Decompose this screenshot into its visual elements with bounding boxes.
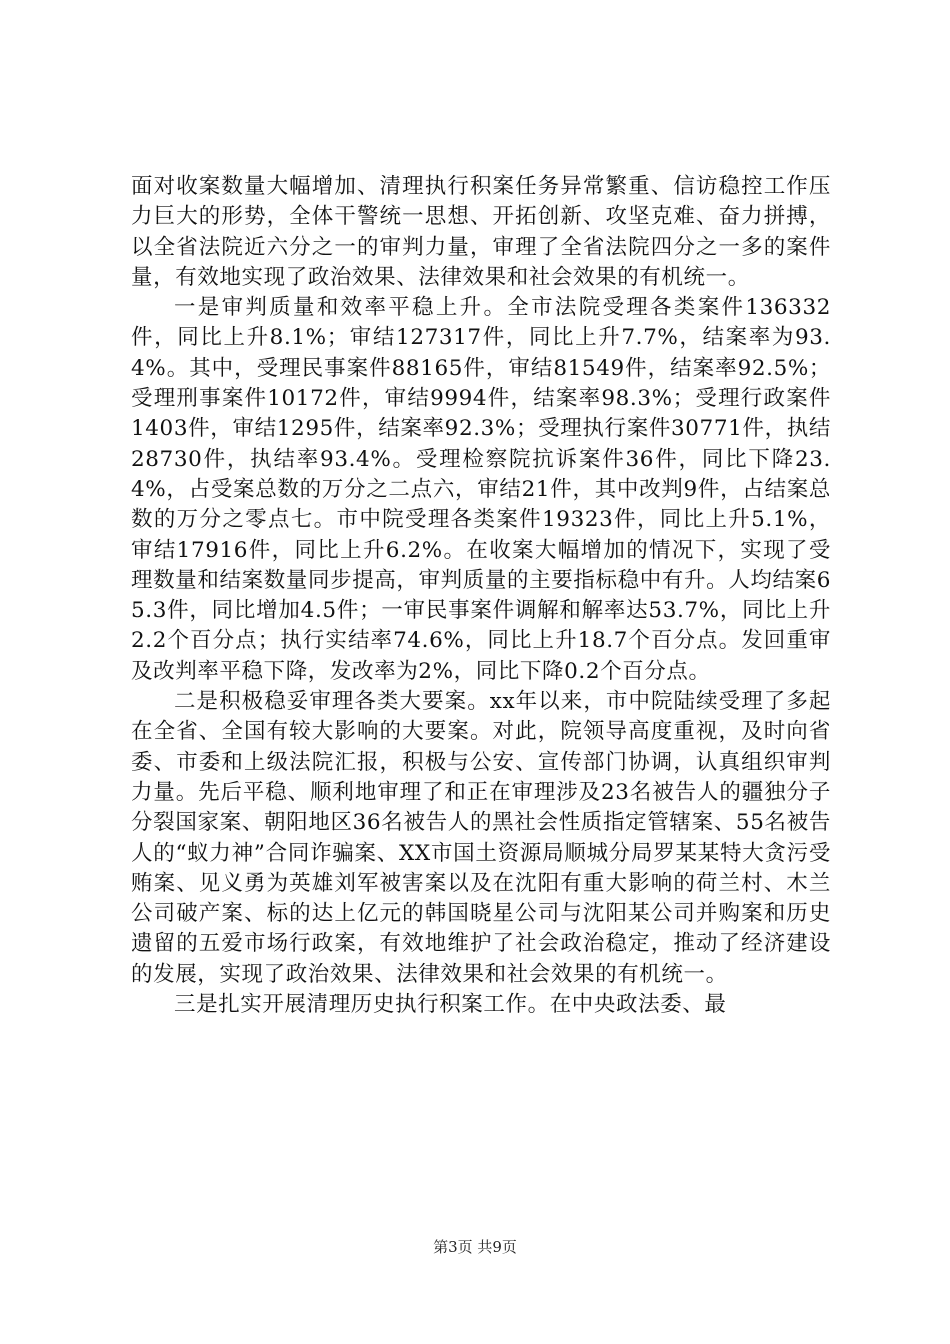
page-footer [0, 1237, 950, 1257]
document-body [131, 172, 831, 1020]
paragraph-execution-backlog: 三是扎实开展清理历史执行积案工作。在中央政法委、最 [174, 992, 727, 1018]
page-number: 第3页 共9页 [433, 1238, 517, 1256]
paragraph-intro: 面对收案数量大幅增加、清理执行积案任务异常繁重、信访稳控工作压力巨大的形势，全体干警统一思想、开拓创新、攻坚克难、奋力拼搏，以全省法院近六分之一的审判力量，审理了全省法院四分之一多的案件量，有效地实现了政治效果、法律效果和社会效果的有机统一。 [131, 174, 831, 290]
paragraph-trial-quality: 一是审判质量和效率平稳上升。全市法院受理各类案件136332件，同比上升8.1%；审结127317件，同比上升7.7%，结案率为93.4%。其中，受理民事案件88165件，审结81549件，结案率92.5%；受理刑事案件10172件，审结9994件，结案率98.3%；受理行政案件1403件，审结1295件，结案率92.3%；受理执行案件30771件，执结28730件，执结率93.4%。受理检察院抗诉案件36件，同比下降23.4%，占受案总数的万分之二点六，审结21件，其中改判9件，占结案总数的万分之零点七。市中院受理各类案件19323件，同比上升5.1%，审结17916件，同比上升6.2%。在收案大幅增加的情况下，实现了受理数量和结案数量同步提高，审判质量的主要指标稳中有升。人均结案65.3件，同比增加4.5件；一审民事案件调解和解率达53.7%，同比上升2.2个百分点；执行实结率74.6%，同比上升18.7个百分点。发回重审及改判率平稳下降，发改率为2%，同比下降0.2个百分点。 [131, 295, 831, 684]
paragraph-major-cases: 二是积极稳妥审理各类大要案。xx年以来，市中院陆续受理了多起在全省、全国有较大影响的大要案。对此，院领导高度重视，及时向省委、市委和上级法院汇报，积极与公安、宣传部门协调，认真组织审判力量。先后平稳、顺利地审理了和正在审理涉及23名被告人的疆独分子分裂国家案、朝阳地区36名被告人的黑社会性质指定管辖案、55名被告人的“蚁力神”合同诈骗案、XX市国土资源局顺城分局罗某某特大贪污受贿案、见义勇为英雄刘军被害案以及在沈阳有重大影响的荷兰村、木兰公司破产案、标的达上亿元的韩国晓星公司与沈阳某公司并购案和历史遗留的五爱市场行政案，有效地维护了社会政治稳定，推动了经济建设的发展，实现了政治效果、法律效果和社会效果的有机统一。 [131, 689, 831, 987]
